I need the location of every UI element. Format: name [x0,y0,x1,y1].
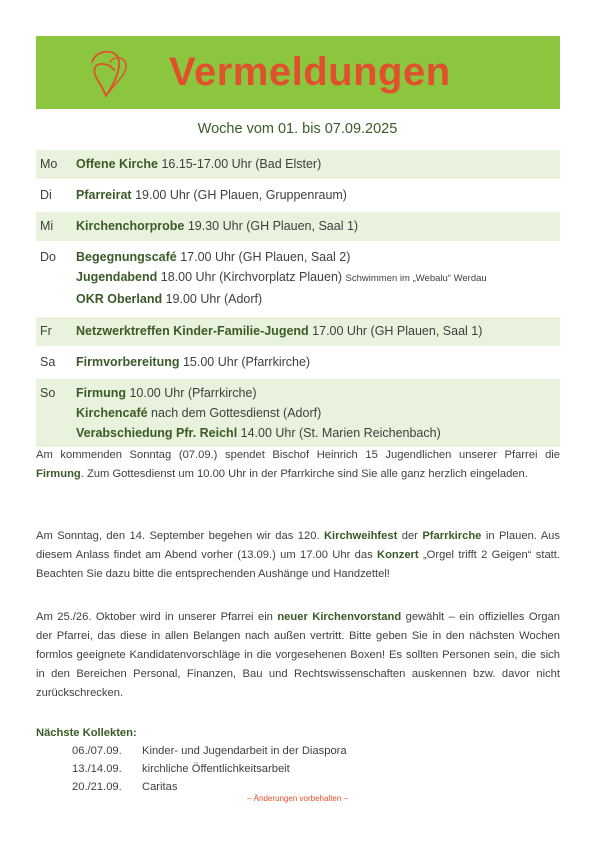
event-item: Netzwerktreffen Kinder-Familie-Jugend 17.00 Uhr (GH Plauen, Saal 1) [76,324,483,338]
collection-item: 13./14.09. kirchliche Öffentlichkeitsarbeit [72,763,290,775]
event-item: Verabschiedung Pfr. Reichl 14.00 Uhr (St. Marien Reichenbach) [76,426,441,440]
schedule-row-di [36,181,560,210]
schedule-row-so [36,379,560,447]
event-item: Offene Kirche 16.15-17.00 Uhr (Bad Elster) [76,157,322,171]
day-label: Mi [40,219,54,233]
day-label: Fr [40,324,52,338]
schedule-row-mo [36,150,560,179]
collection-item: 06./07.09. Kinder- und Jugendarbeit in der Diaspora [72,745,347,757]
event-item: Firmung 10.00 Uhr (Pfarrkirche) [76,386,257,400]
header-banner [36,36,560,109]
event-item: Jugendabend 18.00 Uhr (Kirchvorplatz Plauen) Schwimmen im „Webalu“ Werdau [76,270,487,284]
page-title: Vermeldungen [169,50,451,94]
heart-logo-icon [84,44,134,100]
event-item: Kirchenchorprobe 19.30 Uhr (GH Plauen, Saal 1) [76,219,359,233]
schedule-row-fr [36,317,560,346]
collections-section [36,724,560,796]
announcement-kirchweihfest: Am Sonntag, den 14. September begehen wir das 120. Kirchweihfest der Pfarrkirche in Plauen. Aus diesem Anlass findet am Abend vorher (13.09.) um 17.00 Uhr das Konzert „Orgel trifft 2 Geigen“ statt. Beachten Sie dazu bitte die entsprechenden Aushänge und Handzettel! [36,530,560,580]
schedule-row-do [36,243,560,313]
day-label: So [40,386,56,400]
collections-heading: Nächste Kollekten: [36,727,137,739]
footer-note: – Änderungen vorbehalten – [247,794,348,803]
event-item: Kirchencafé nach dem Gottesdienst (Adorf) [76,406,322,420]
schedule-row-sa [36,348,560,377]
announcement-firmung: Am kommenden Sonntag (07.09.) spendet Bischof Heinrich 15 Jugendlichen unserer Pfarrei die Firmung. Zum Gottesdienst um 10.00 Uhr in der Pfarrkirche sind Sie alle ganz herzlich eingeladen. [36,449,560,480]
day-label: Do [40,250,56,264]
event-item: Begegnungscafé 17.00 Uhr (GH Plauen, Saal 2) [76,250,351,264]
event-item: Pfarreirat 19.00 Uhr (GH Plauen, Gruppenraum) [76,188,347,202]
day-label: Di [40,188,52,202]
week-heading: Woche vom 01. bis 07.09.2025 [197,121,398,137]
event-item: Firmvorbereitung 15.00 Uhr (Pfarrkirche) [76,355,311,369]
schedule-table [36,150,560,447]
day-label: Sa [40,355,56,369]
day-label: Mo [40,157,58,171]
event-item: OKR Oberland 19.00 Uhr (Adorf) [76,292,263,306]
collection-item: 20./21.09. Caritas [72,781,178,793]
announcement-kirchenvorstand: Am 25./26. Oktober wird in unserer Pfarrei ein neuer Kirchenvorstand gewählt – ein offizielles Organ der Pfarrei, das diese in allen Belangen nach außen vertritt. Bitte geben Sie in den nächsten Wochen formlos geeignete Kandidatenvorschläge in die vorgesehenen Boxen! Es sollten Personen sein, die sich in den Bereichen Personal, Finanzen, Bau und Rechtswissenschaften auskennen bzw. davor nicht zurückschrecken. [36,611,560,699]
schedule-row-mi [36,212,560,241]
